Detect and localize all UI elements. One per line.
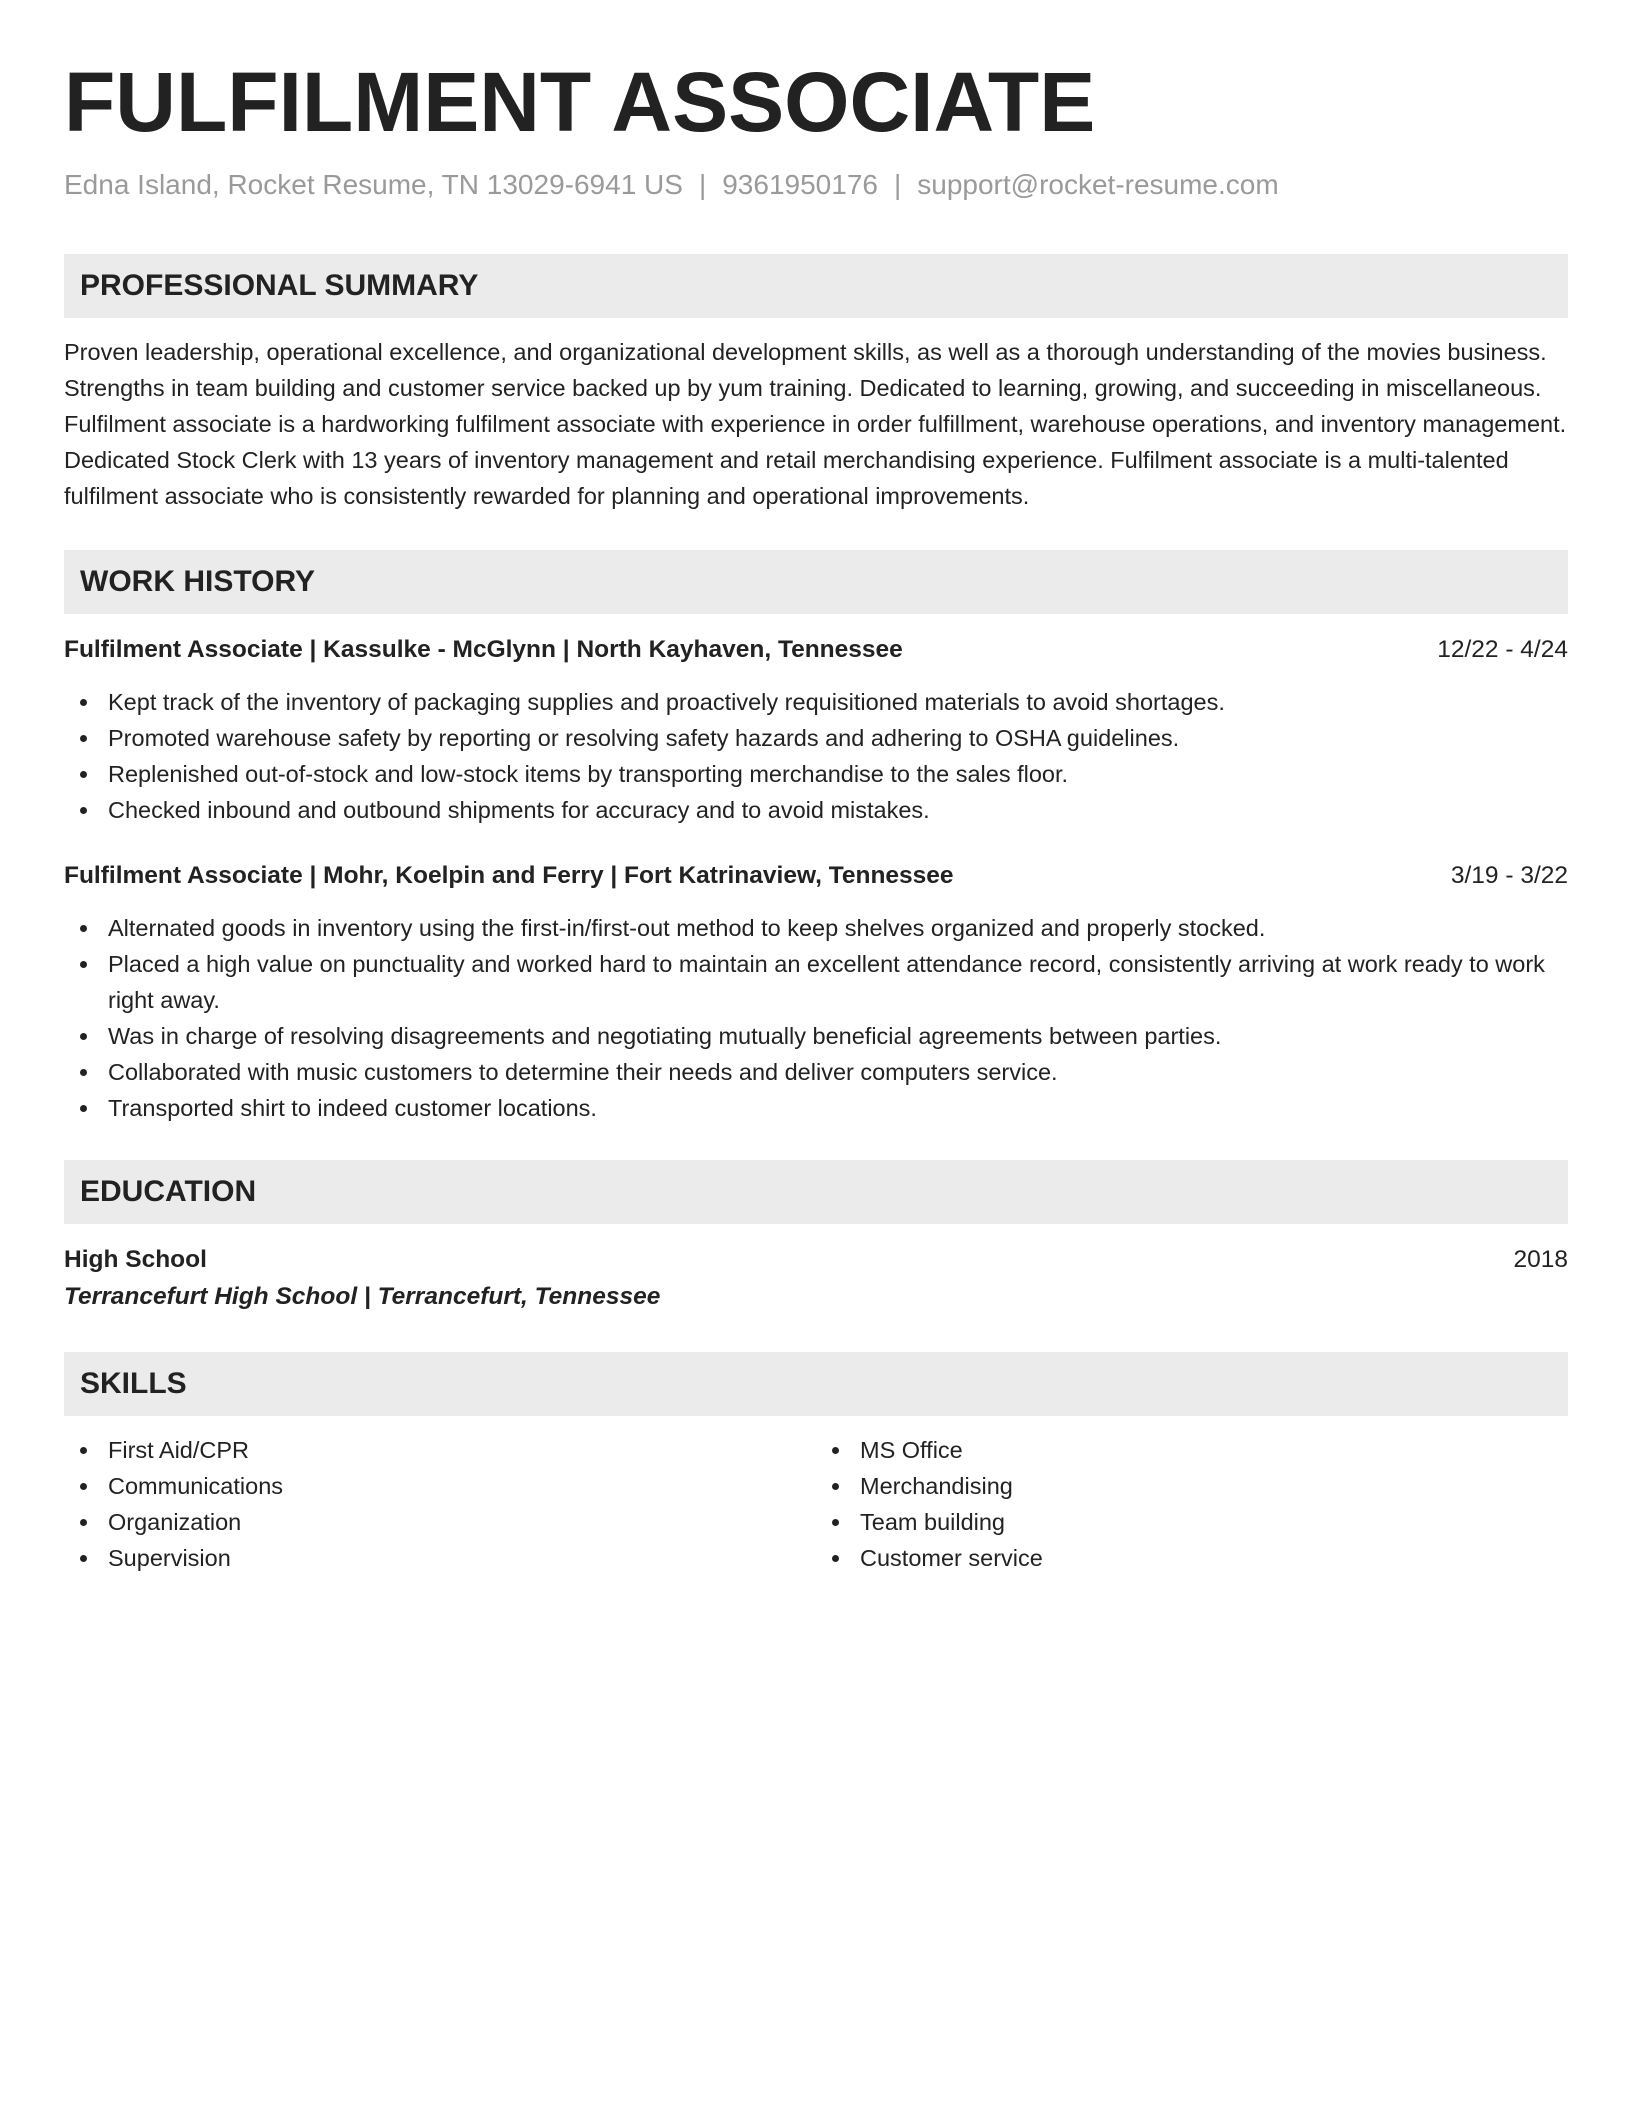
education-year: 2018 [1513,1246,1568,1273]
skill-item: First Aid/CPR [64,1432,816,1468]
job-bullet: Replenished out-of-stock and low-stock items by transporting merchandise to the sales floor. [64,756,1568,792]
skills-list [64,1432,1568,1576]
section-heading-summary: PROFESSIONAL SUMMARY [64,254,1568,318]
job-bullet-list [64,910,1568,1126]
contact-email: support@rocket-resume.com [917,169,1279,200]
contact-separator: | [698,169,707,200]
job-header [64,858,1568,894]
section-heading-work-history: WORK HISTORY [64,550,1568,614]
contact-separator: | [893,169,902,200]
summary-text: Proven leadership, operational excellence, and organizational development skills, as well as a thorough understanding of the movies business. Strengths in team building and customer service backed up by yum training. Dedicated to learning, growing, and succeeding in miscellaneous. Fulfilment associate is a hardworking fulfilment associate with experience in order fulfillment, warehouse operations, and inventory management. Dedicated Stock Clerk with 13 years of inventory management and retail merchandising experience. Fulfilment associate is a multi-talented fulfilment associate who is consistently rewarded for planning and operational improvements. [64,339,1567,509]
job-entry [64,858,1568,1126]
job-bullet: Kept track of the inventory of packaging supplies and proactively requisitioned materials to avoid shortages. [64,684,1568,720]
skill-item: Merchandising [816,1468,1568,1504]
job-bullet: Was in charge of resolving disagreements and negotiating mutually beneficial agreements between parties. [64,1018,1568,1054]
education-header [64,1242,1568,1278]
education-entry [64,1242,1568,1316]
skills-column-right [816,1432,1568,1576]
job-bullet-list [64,684,1568,828]
skills-column-left [64,1432,816,1576]
job-dates: 3/19 - 3/22 [1450,862,1568,889]
job-dates: 12/22 - 4/24 [1437,636,1568,663]
skill-item: Supervision [64,1540,816,1576]
skill-item: Communications [64,1468,816,1504]
job-entry [64,632,1568,828]
job-bullet: Checked inbound and outbound shipments for accuracy and to avoid mistakes. [64,792,1568,828]
job-bullet: Collaborated with music customers to determine their needs and deliver computers service. [64,1054,1568,1090]
skill-item: MS Office [816,1432,1568,1468]
job-bullet: Transported shirt to indeed customer locations. [64,1090,1568,1126]
contact-phone: 9361950176 [722,169,878,200]
resume-title: FULFILMENT ASSOCIATE [64,55,1096,149]
job-bullet: Promoted warehouse safety by reporting or resolving safety hazards and adhering to OSHA guidelines. [64,720,1568,756]
section-heading-education: EDUCATION [64,1160,1568,1224]
job-bullet: Placed a high value on punctuality and worked hard to maintain an excellent attendance record, consistently arriving at work ready to work right away. [64,946,1568,1018]
education-degree: High School [64,1246,207,1273]
job-title: Fulfilment Associate | Mohr, Koelpin and Ferry | Fort Katrinaview, Tennessee [64,862,954,889]
job-bullet: Alternated goods in inventory using the first-in/first-out method to keep shelves organized and properly stocked. [64,910,1568,946]
contact-address: Edna Island, Rocket Resume, TN 13029-6941 US [64,169,683,200]
education-school: Terrancefurt High School | Terrancefurt, Tennessee [64,1283,661,1310]
contact-line [64,168,1568,202]
skill-item: Team building [816,1504,1568,1540]
section-heading-skills: SKILLS [64,1352,1568,1416]
job-title: Fulfilment Associate | Kassulke - McGlynn | North Kayhaven, Tennessee [64,636,903,663]
skill-item: Customer service [816,1540,1568,1576]
skill-item: Organization [64,1504,816,1540]
job-header [64,632,1568,668]
